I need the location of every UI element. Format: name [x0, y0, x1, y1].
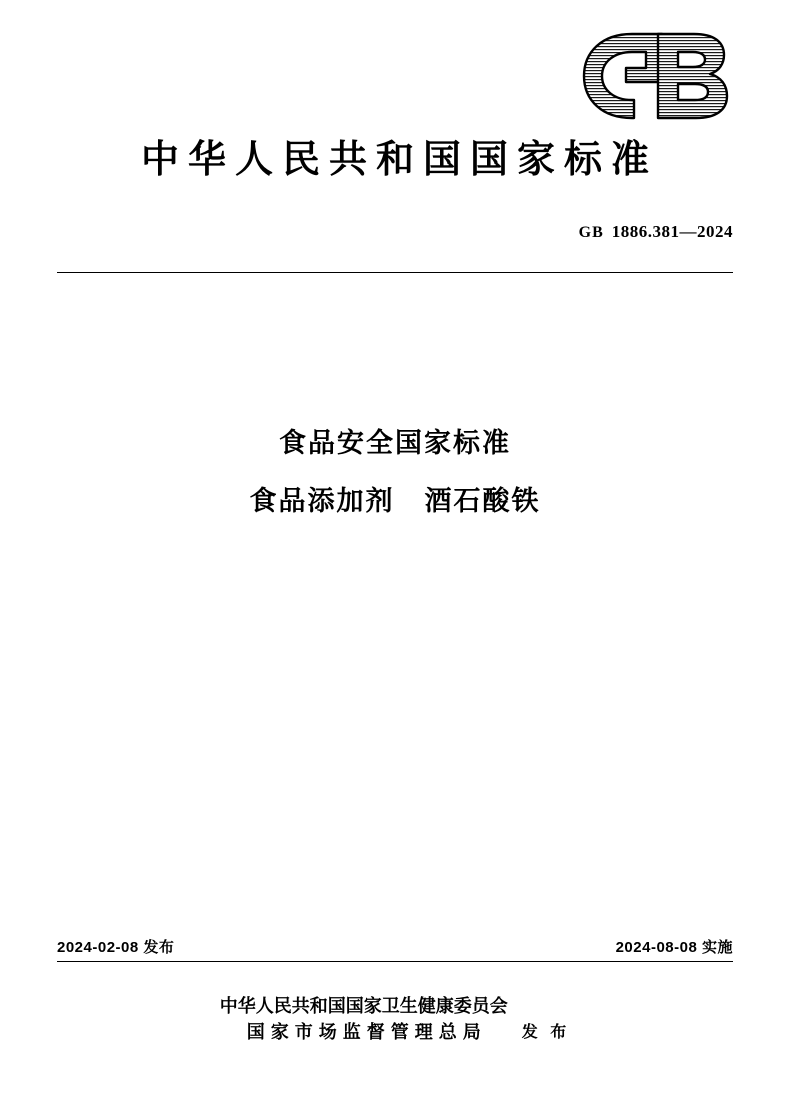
document-title-block: [55, 425, 735, 520]
standard-prefix: GB: [578, 224, 604, 241]
header-divider: [57, 272, 733, 273]
gb-emblem-icon: [574, 28, 734, 124]
issue-date: 2024-02-08 发布: [57, 939, 175, 956]
issuer-organization-2: 国家市场监督管理总局: [246, 1021, 487, 1042]
issuer-organization-1: 中华人民共和国国家卫生健康委员会: [219, 995, 508, 1016]
effective-date: 2024-08-08 实施: [615, 939, 733, 956]
issuer-block: [55, 993, 735, 1045]
document-title-secondary-part1: 食品添加剂: [249, 486, 395, 517]
national-standard-title: 中华人民共和国国家标准: [140, 139, 658, 181]
issuer-names: [220, 993, 508, 1045]
document-title-secondary: [55, 483, 735, 519]
document-title-secondary-part2: 酒石酸铁: [424, 486, 541, 517]
standard-number: [579, 222, 733, 242]
document-title-primary: 食品安全国家标准: [279, 428, 511, 458]
footer-divider: [57, 961, 733, 962]
date-row: [57, 936, 733, 957]
standard-number-value: 1886.381—2024: [611, 222, 733, 241]
issue-verb: 发 布: [521, 1024, 571, 1041]
